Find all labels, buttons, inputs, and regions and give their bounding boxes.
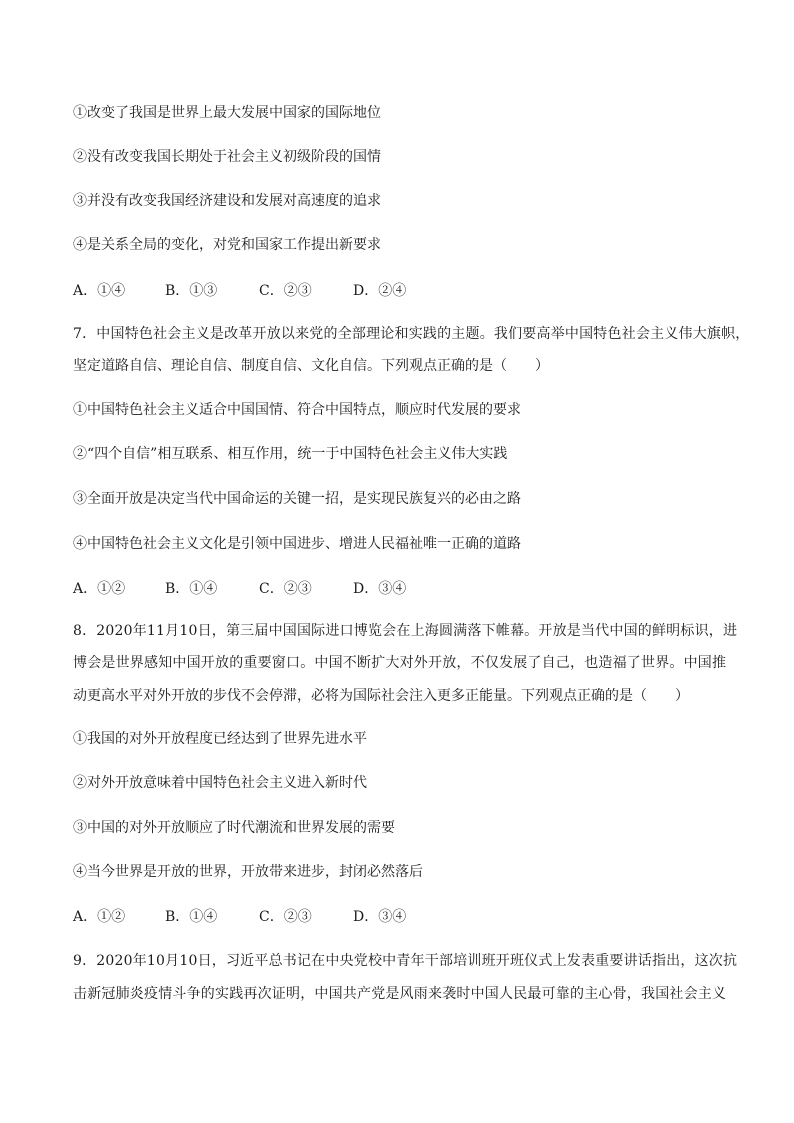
q8-statement-3: ③中国的对外开放顺应了时代潮流和世界发展的需要 [73,820,395,836]
q7-statement-3: ③全面开放是决定当代中国命运的关键一招，是实现民族复兴的必由之路 [73,491,521,507]
q6-statement-3: ③并没有改变我国经济建设和发展对高速度的追求 [73,193,381,209]
q6-statement-2: ②没有改变我国长期处于社会主义初级阶段的国情 [73,149,381,165]
q6-option-d: D．②④ [353,283,407,299]
q7-statement-1: ①中国特色社会主义适合中国国情、符合中国特点，顺应时代发展的要求 [73,402,521,418]
q9-stem-line-1: 9．2020年10月10日，习近平总书记在中央党校中青年干部培训班开班仪式上发表重要讲话指出，这次抗 [73,953,738,969]
q8-stem-line-3: 动更高水平对外开放的步伐不会停滞，必将为国际社会注入更多正能量。下列观点正确的是（ ） [73,688,689,704]
q8-stem-line-1: 8．2020年11月10日，第三届中国国际进口博览会在上海圆满落下帷幕。开放是当代中国的鲜明标识，进 [73,623,738,639]
q7-statement-2: ②“四个自信”相互联系、相互作用，统一于中国特色社会主义伟大实践 [73,446,508,462]
q7-option-b: B．①④ [165,581,218,597]
q8-option-c: C．②③ [259,909,312,925]
q7-option-d: D．③④ [353,581,407,597]
q8-stem-line-2: 博会是世界感知中国开放的重要窗口。中国不断扩大对外开放，不仅发展了自己，也造福了世界。中国推 [73,655,727,671]
q7-stem-line-2: 坚定道路自信、理论自信、制度自信、文化自信。下列观点正确的是（ ） [73,358,549,374]
q7-stem-line-1: 7．中国特色社会主义是改革开放以来党的全部理论和实践的主题。我们要高举中国特色社会主义伟大旗帜， [73,326,750,342]
q7-option-a: A．①② [73,581,126,597]
q8-option-b: B．①④ [165,909,218,925]
q6-option-a: A．①④ [73,283,126,299]
q6-option-b: B．①③ [165,283,218,299]
q8-statement-2: ②对外开放意味着中国特色社会主义进入新时代 [73,775,367,791]
q7-option-c: C．②③ [259,581,312,597]
q6-option-c: C．②③ [259,283,312,299]
q8-statement-4: ④当今世界是开放的世界，开放带来进步，封闭必然落后 [73,864,423,880]
q9-stem-line-2: 击新冠肺炎疫情斗争的实践再次证明，中国共产党是风雨来袭时中国人民最可靠的主心骨，我国社会主义 [73,986,727,1002]
q8-option-d: D．③④ [353,909,407,925]
q8-statement-1: ①我国的对外开放程度已经达到了世界先进水平 [73,731,367,747]
q7-statement-4: ④中国特色社会主义文化是引领中国进步、增进人民福祉唯一正确的道路 [73,536,521,552]
q6-statement-4: ④是关系全局的变化，对党和国家工作提出新要求 [73,237,381,253]
q8-option-a: A．①② [73,909,126,925]
q6-statement-1: ①改变了我国是世界上最大发展中国家的国际地位 [73,105,381,121]
